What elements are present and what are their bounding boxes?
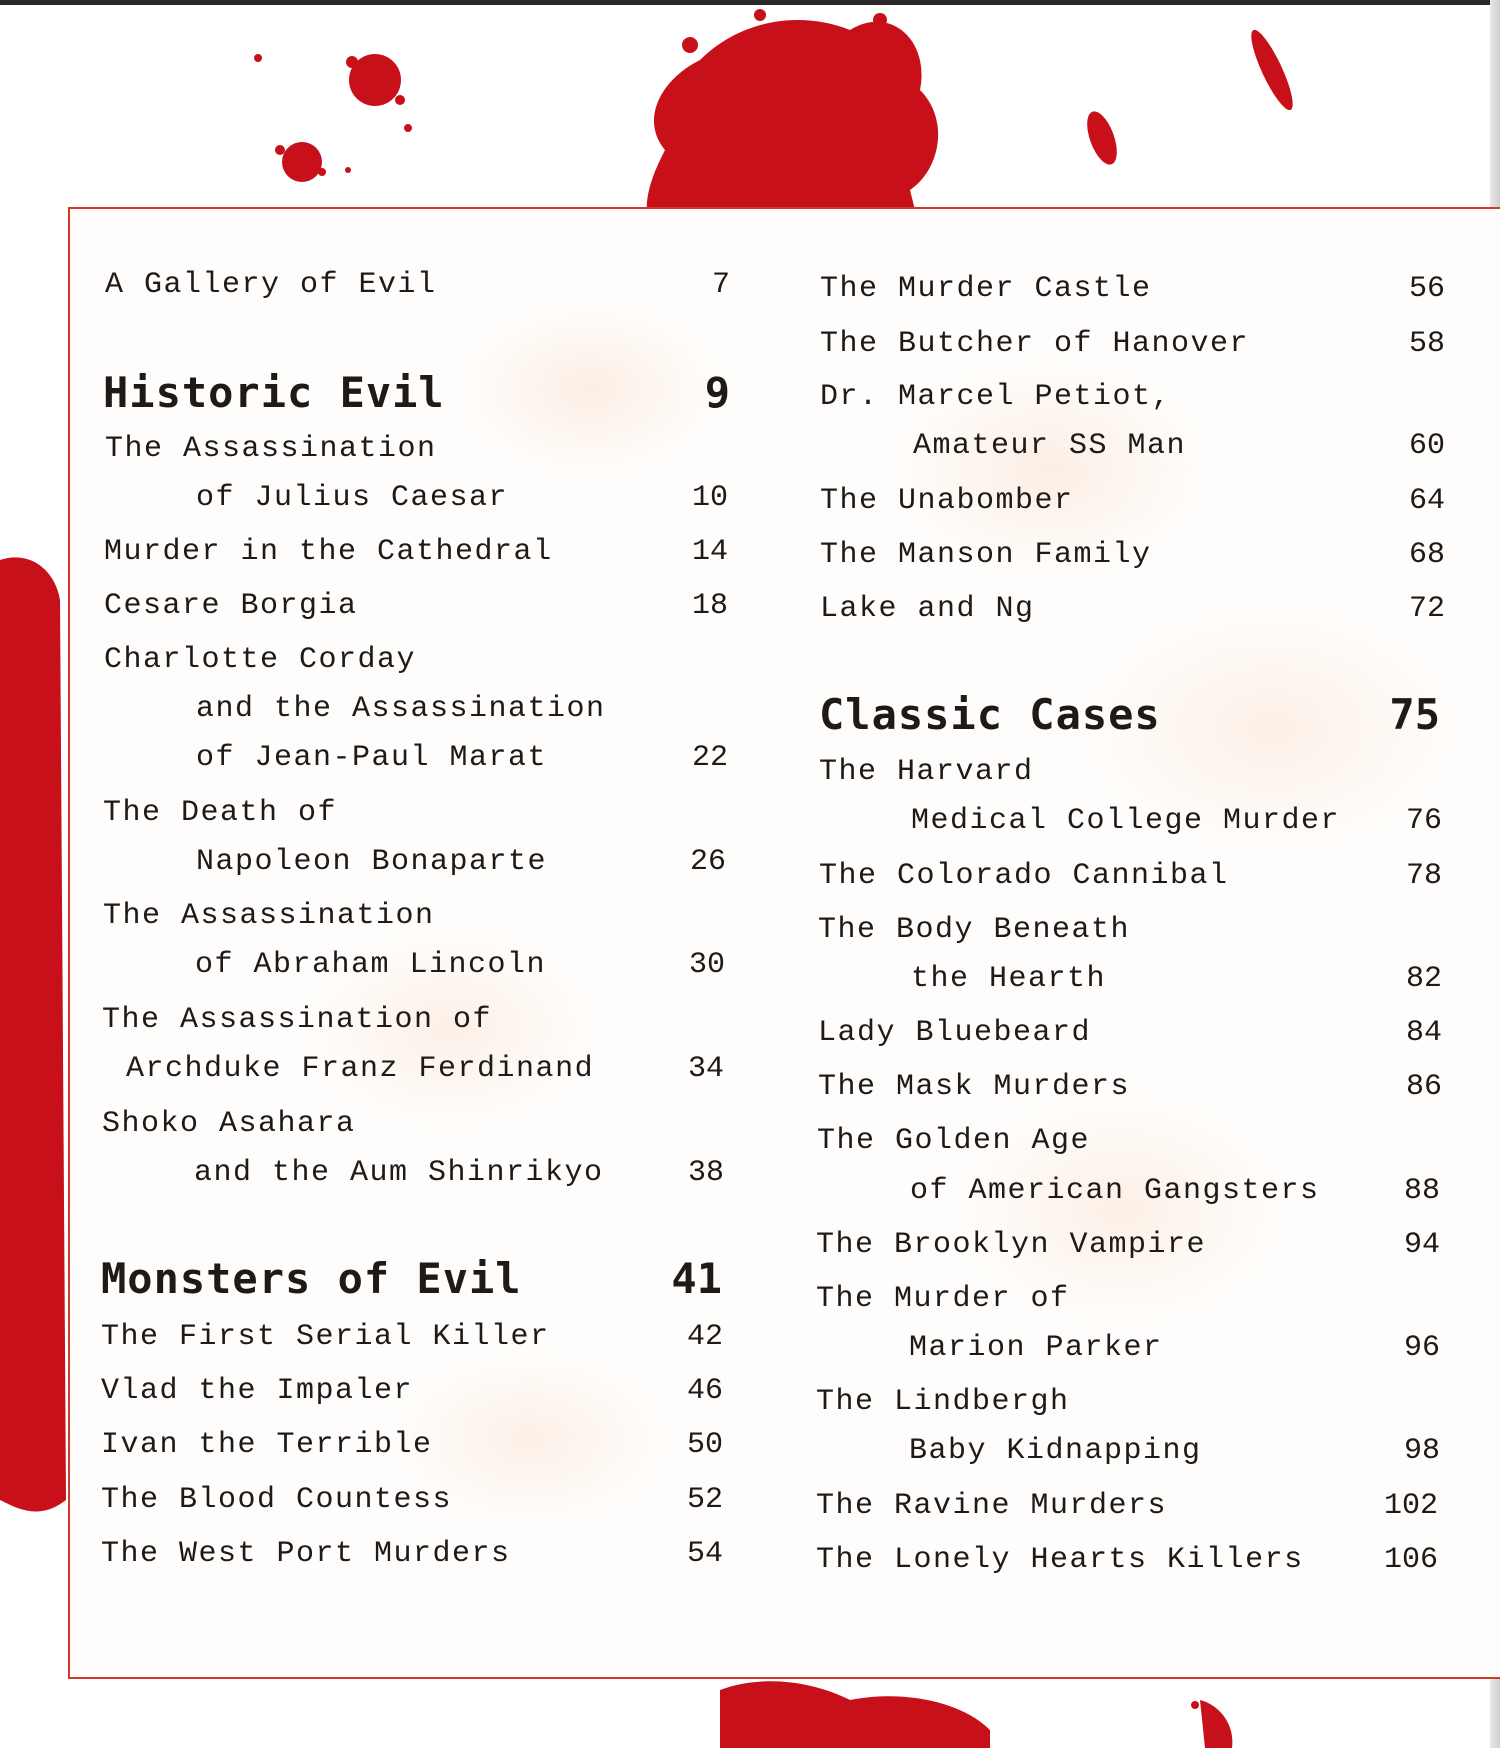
toc-entry-line[interactable]: The Golden Age [817,1124,1091,1158]
toc-entry-line[interactable]: The Death of [103,796,338,830]
toc-entry-line[interactable]: Napoleon Bonaparte [196,845,548,879]
page-number: 86 [1405,1070,1442,1104]
toc-entry[interactable]: The Lonely Hearts Killers [816,1543,1304,1577]
page-number: 84 [1405,1016,1442,1050]
section-heading-classic-cases[interactable]: Classic Cases [819,690,1161,739]
page-number: 54 [686,1537,723,1571]
section-heading-monsters-of-evil[interactable]: Monsters of Evil [101,1254,522,1303]
page-number: 68 [1408,538,1445,572]
toc-entry-line[interactable]: Amateur SS Man [913,429,1187,463]
toc-entry[interactable]: The Murder Castle [820,272,1152,306]
toc-entry-line[interactable]: Marion Parker [909,1331,1163,1365]
toc-entry-line[interactable]: of Jean-Paul Marat [196,741,548,775]
page-number: 22 [691,741,728,775]
toc-entry[interactable]: The Blood Countess [101,1483,453,1517]
page-number: 46 [686,1374,723,1408]
toc-entry[interactable]: The Colorado Cannibal [819,859,1229,893]
toc-entry-line[interactable]: of American Gangsters [910,1174,1320,1208]
toc-entry[interactable]: The West Port Murders [101,1537,511,1571]
toc-entry[interactable]: The Mask Murders [818,1070,1131,1104]
toc-entry[interactable]: Ivan the Terrible [101,1428,433,1462]
page-number: 56 [1408,272,1445,306]
toc-entry-line[interactable]: Archduke Franz Ferdinand [126,1052,595,1086]
page-number: 98 [1403,1434,1440,1468]
toc-entry-line[interactable]: Dr. Marcel Petiot, [820,380,1172,414]
page-number: 30 [688,948,725,982]
toc-entry-intro[interactable]: A Gallery of Evil [105,268,437,302]
page-number: 64 [1408,484,1445,518]
toc-entry-line[interactable]: The Assassination of [102,1003,493,1037]
page-number: 94 [1403,1228,1440,1262]
page-number: 106 [1383,1543,1438,1577]
page-number: 7 [711,268,730,302]
toc-entry[interactable]: The Brooklyn Vampire [816,1228,1207,1262]
page-number: 42 [686,1320,723,1354]
section-page-number: 9 [704,368,730,417]
toc-entry-line[interactable]: Medical College Murder [911,804,1341,838]
page-number: 82 [1405,962,1442,996]
section-page-number: 41 [671,1254,722,1303]
toc-entry[interactable]: The Manson Family [820,538,1152,572]
toc-entry-line[interactable]: The Assassination [103,899,435,933]
page-number: 102 [1383,1489,1438,1523]
toc-entry[interactable]: The Butcher of Hanover [820,327,1250,361]
page-number: 76 [1405,804,1442,838]
toc-entry[interactable]: Lady Bluebeard [818,1016,1092,1050]
toc-entry-line[interactable]: of Julius Caesar [196,481,509,515]
toc-entry[interactable]: The First Serial Killer [101,1320,550,1354]
page-number: 26 [689,845,726,879]
toc-entry-line[interactable]: The Murder of [816,1282,1070,1316]
toc-entry-line[interactable]: The Harvard [819,755,1034,789]
toc-entry-line[interactable]: Baby Kidnapping [909,1434,1202,1468]
toc-entry-line[interactable]: Charlotte Corday [104,643,417,677]
toc-entry-line[interactable]: of Abraham Lincoln [195,948,547,982]
page-number: 14 [691,535,728,569]
toc-entry[interactable]: Vlad the Impaler [101,1374,414,1408]
page-number: 18 [691,589,728,623]
toc-entry-line[interactable]: The Lindbergh [816,1385,1070,1419]
page-number: 34 [687,1052,724,1086]
page-number: 38 [687,1156,724,1190]
page-number: 72 [1408,592,1445,626]
page-number: 58 [1408,327,1445,361]
page-number: 60 [1408,429,1445,463]
toc-entry[interactable]: The Ravine Murders [816,1489,1168,1523]
toc-entry-line[interactable]: The Body Beneath [818,913,1131,947]
page-number: 52 [686,1483,723,1517]
page-number: 96 [1403,1331,1440,1365]
toc-entry[interactable]: Cesare Borgia [104,589,358,623]
toc-entry-line[interactable]: The Assassination [105,432,437,466]
toc-entry[interactable]: The Unabomber [820,484,1074,518]
toc-entry[interactable]: Murder in the Cathedral [104,535,553,569]
section-heading-historic-evil[interactable]: Historic Evil [103,368,445,417]
section-page-number: 75 [1389,690,1440,739]
toc-entry[interactable]: Lake and Ng [820,592,1035,626]
page-number: 10 [691,481,728,515]
toc-entry-line[interactable]: and the Assassination [196,692,606,726]
toc-entry-line[interactable]: the Hearth [911,962,1107,996]
toc-entry-line[interactable]: and the Aum Shinrikyo [194,1156,604,1190]
page-number: 50 [686,1428,723,1462]
toc-entry-line[interactable]: Shoko Asahara [102,1107,356,1141]
page-number: 78 [1405,859,1442,893]
page-number: 88 [1403,1174,1440,1208]
